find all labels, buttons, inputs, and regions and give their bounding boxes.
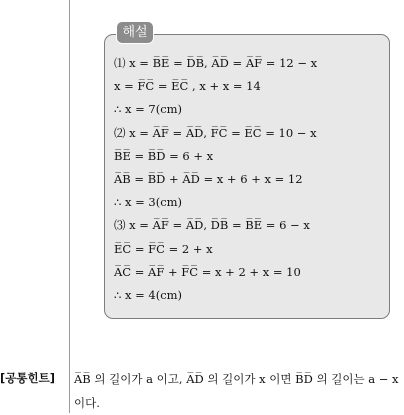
solution-line: B̅E̅ = B̅D̅ = 6 + x <box>114 148 214 163</box>
left-margin-rule <box>69 0 70 413</box>
solution-line: A̅B̅ = B̅D̅ + A̅D̅ = x + 6 + x = 12 <box>114 171 303 186</box>
solution-tag: 해설 <box>116 21 154 44</box>
solution-line: ⑵ x = A̅F̅ = A̅D̅, F̅C̅ = E̅C̅ = 10 − x <box>114 125 317 140</box>
solution-line: ∴ x = 7(cm) <box>114 102 183 117</box>
solution-line: ⑴ x = B̅E̅ = D̅B̅, A̅D̅ = A̅F̅ = 12 − x <box>114 56 318 70</box>
solution-lines <box>114 52 384 307</box>
solution-line: ∴ x = 3(cm) <box>114 195 183 210</box>
hint-label: [공통힌트] <box>0 371 55 385</box>
solution-line: x = F̅C̅ = E̅C̅ , x + x = 14 <box>114 79 261 94</box>
solution-line: ⑶ x = A̅F̅ = A̅D̅, D̅B̅ = B̅E̅ = 6 − x <box>114 218 310 233</box>
hint-text: A̅B̅ 의 길이가 a 이고, A̅D̅ 의 길이가 x 이면 B̅D̅ 의 길이는 a − x 이다. <box>74 372 399 410</box>
solution-line: A̅C̅ = A̅F̅ + F̅C̅ = x + 2 + x = 10 <box>114 264 301 279</box>
solution-line: E̅C̅ = F̅C̅ = 2 + x <box>114 241 213 256</box>
solution-line: ∴ x = 4(cm) <box>114 287 183 302</box>
